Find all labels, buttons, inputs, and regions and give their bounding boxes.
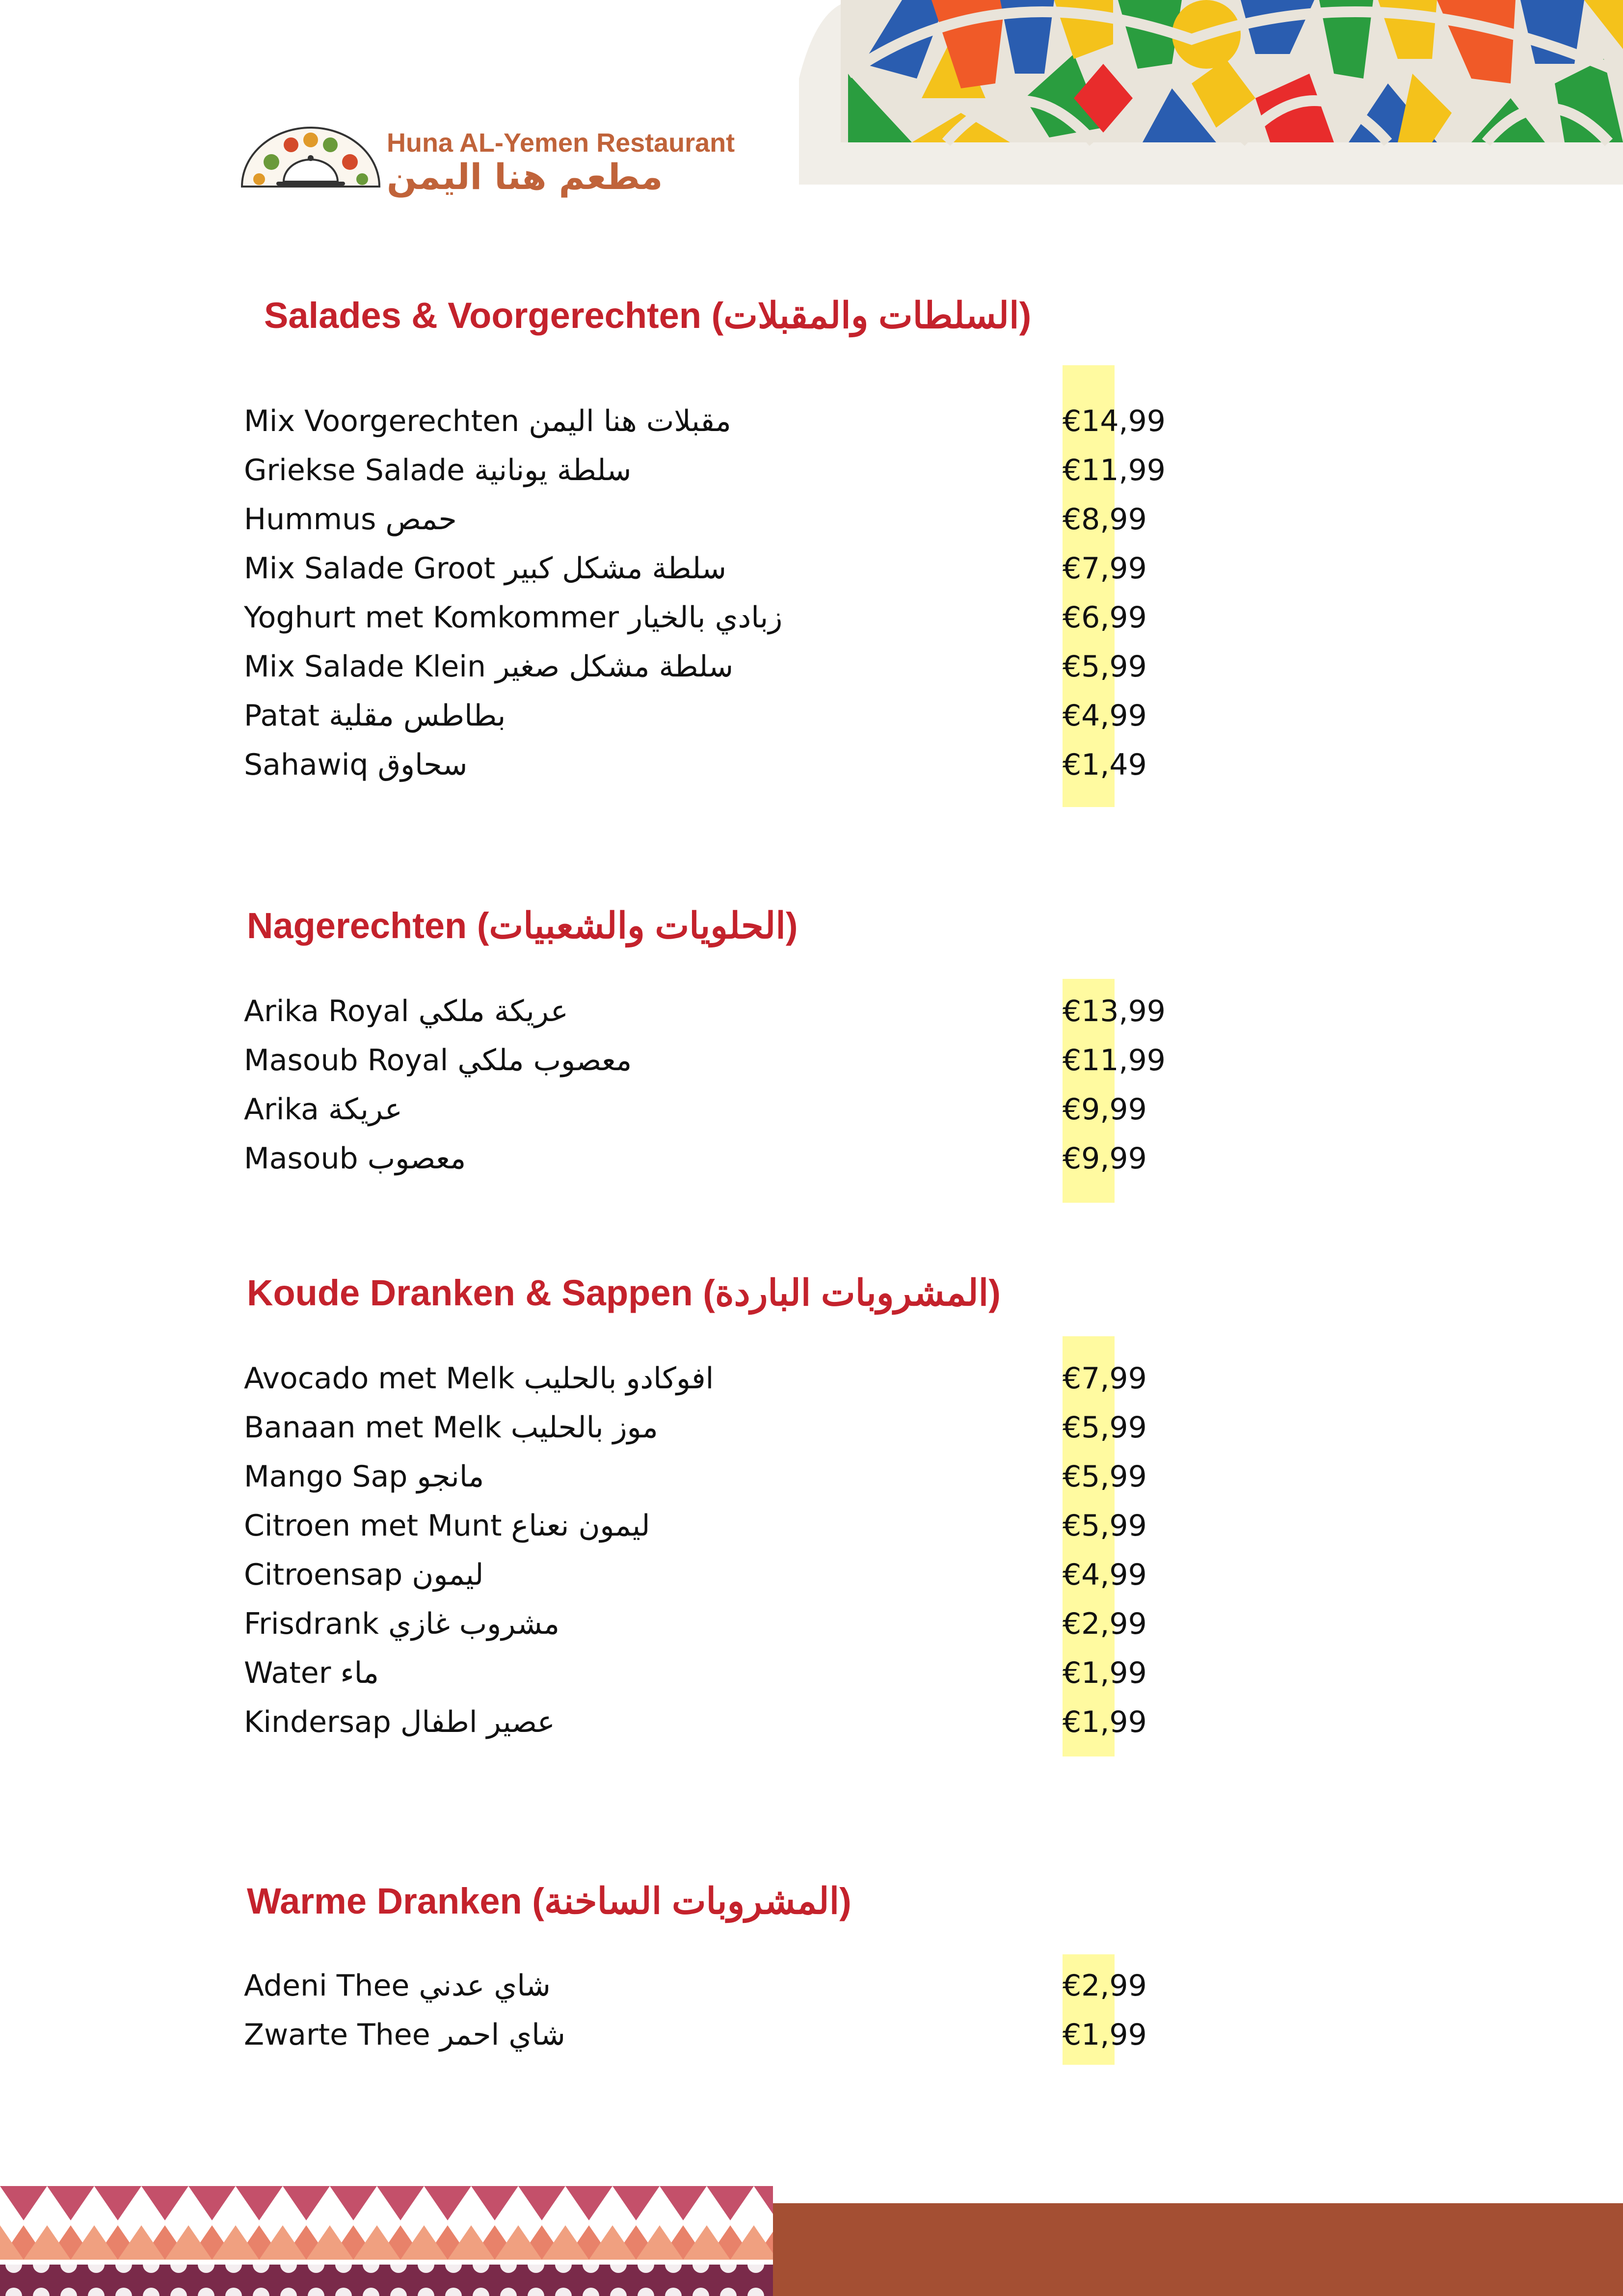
- menu-item: [244, 642, 1201, 691]
- item-name: Frisdrank مشروب غازي: [244, 1607, 560, 1641]
- menu-item: [244, 1085, 1201, 1134]
- menu-item: [244, 987, 1201, 1036]
- section-title-salades: Salades & Voorgerechten (السلطات والمقبلات): [264, 295, 1032, 336]
- item-price: €5,99: [1063, 1509, 1147, 1543]
- section-title-warme-dranken: Warme Dranken (المشروبات الساخنة): [247, 1881, 851, 1921]
- item-name: Patat بطاطس مقلية: [244, 699, 506, 733]
- item-name: Mango Sap مانجو: [244, 1459, 484, 1494]
- item-price: €11,99: [1063, 453, 1166, 487]
- item-name: Kindersap عصير اطفال: [244, 1705, 555, 1739]
- item-name: Griekse Salade سلطة يونانية: [244, 453, 632, 487]
- item-price: €2,99: [1063, 1969, 1147, 2003]
- item-name: Hummus حمص: [244, 502, 457, 537]
- menu-item: [244, 1961, 1201, 2010]
- cloche-icon: [237, 123, 384, 196]
- menu-item: [244, 1403, 1201, 1452]
- item-price: €11,99: [1063, 1043, 1166, 1078]
- item-name: Masoub Royal معصوب ملكي: [244, 1043, 632, 1078]
- restaurant-name-arabic: مطعم هنا اليمن: [387, 156, 663, 197]
- item-price: €2,99: [1063, 1607, 1147, 1641]
- menu-item: [244, 1354, 1201, 1403]
- item-price: €1,99: [1063, 1705, 1147, 1739]
- header-mosaic-decoration: [799, 0, 1623, 185]
- item-name: Citroensap ليمون: [244, 1558, 484, 1592]
- item-price: €14,99: [1063, 404, 1166, 438]
- item-price: €1,99: [1063, 2018, 1147, 2052]
- item-name: Mix Salade Groot سلطة مشكل كبير: [244, 551, 727, 586]
- menu-item: [244, 1036, 1201, 1085]
- item-price: €1,99: [1063, 1656, 1147, 1690]
- menu-item: [244, 1599, 1201, 1648]
- item-price: €5,99: [1063, 1459, 1147, 1494]
- menu-item: [244, 593, 1201, 642]
- menu-item: [244, 1550, 1201, 1599]
- menu-item: [244, 446, 1201, 495]
- section-title-nagerechten: Nagerechten (الحلويات والشعبيات): [247, 905, 798, 946]
- item-price: €9,99: [1063, 1141, 1147, 1176]
- menu-item: [244, 1648, 1201, 1698]
- menu-item: [244, 1134, 1201, 1183]
- item-name: Zwarte Thee شاي احمر: [244, 2018, 565, 2052]
- item-price: €13,99: [1063, 994, 1166, 1028]
- menu-item: [244, 397, 1201, 446]
- item-name: Water ماء: [244, 1656, 379, 1690]
- item-price: €5,99: [1063, 649, 1147, 684]
- menu-item: [244, 1698, 1201, 1747]
- restaurant-name: Huna AL-Yemen Restaurant: [387, 128, 735, 158]
- footer-triangle-pattern: [0, 2186, 773, 2296]
- item-name: Masoub معصوب: [244, 1141, 466, 1176]
- item-price: €1,49: [1063, 748, 1147, 782]
- section-title-koude-dranken: Koude Dranken & Sappen (المشروبات الباردة): [247, 1272, 1001, 1313]
- item-price: €7,99: [1063, 1361, 1147, 1396]
- item-price: €9,99: [1063, 1092, 1147, 1127]
- item-name: Banaan met Melk موز بالحليب: [244, 1410, 658, 1445]
- menu-item: [244, 740, 1201, 789]
- item-price: €8,99: [1063, 502, 1147, 537]
- menu-item: [244, 2010, 1201, 2059]
- item-name: Arika عريكة: [244, 1092, 402, 1127]
- item-price: €4,99: [1063, 1558, 1147, 1592]
- menu-item: [244, 544, 1201, 593]
- item-name: Sahawiq سحاوق: [244, 748, 468, 782]
- menu-item: [244, 691, 1201, 740]
- item-name: Yoghurt met Komkommer زبادي بالخيار: [244, 600, 783, 635]
- item-price: €5,99: [1063, 1410, 1147, 1445]
- item-name: Arika Royal عريكة ملكي: [244, 994, 568, 1028]
- item-price: €7,99: [1063, 551, 1147, 586]
- item-price: €4,99: [1063, 699, 1147, 733]
- footer-band: [773, 2203, 1623, 2296]
- item-name: Mix Voorgerechten مقبلات هنا اليمن: [244, 404, 731, 438]
- restaurant-logo: [237, 123, 752, 206]
- item-name: Adeni Thee شاي عدني: [244, 1969, 551, 2003]
- menu-item: [244, 1501, 1201, 1550]
- item-price: €6,99: [1063, 600, 1147, 635]
- item-name: Avocado met Melk افوكادو بالحليب: [244, 1361, 714, 1396]
- item-name: Mix Salade Klein سلطة مشكل صغير: [244, 649, 734, 684]
- menu-item: [244, 1452, 1201, 1501]
- item-name: Citroen met Munt ليمون نعناع: [244, 1509, 650, 1543]
- menu-item: [244, 495, 1201, 544]
